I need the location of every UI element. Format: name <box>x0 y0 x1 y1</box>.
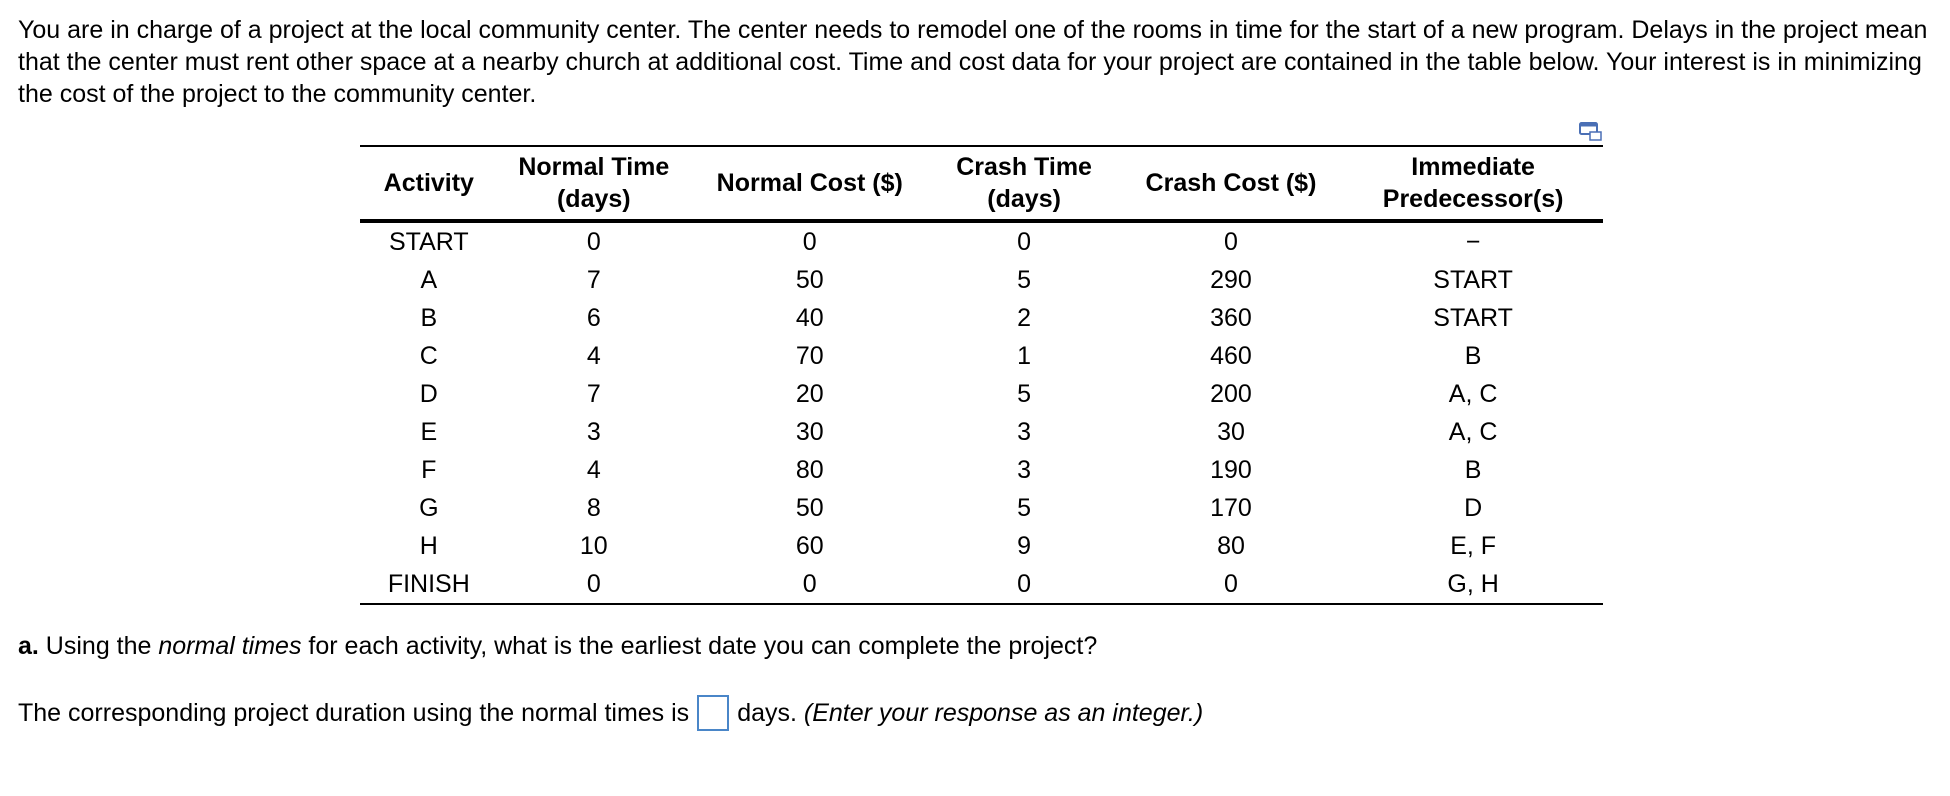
cell-activity: D <box>419 380 438 408</box>
cell-crash-cost: 170 <box>1210 494 1252 522</box>
cell-predecessors: E, F <box>1450 532 1497 560</box>
cell-crash-cost: 190 <box>1210 456 1252 484</box>
cell-normal-time: 7 <box>586 380 601 408</box>
answer-prefix: The corresponding project duration using the normal times is <box>18 699 690 727</box>
cell-predecessors: A, C <box>1448 380 1498 408</box>
cell-crash-cost: 460 <box>1210 342 1252 370</box>
cell-activity: E <box>420 418 438 446</box>
cell-predecessors: B <box>1464 456 1482 484</box>
answer-hint: (Enter your response as an integer.) <box>803 699 1204 727</box>
question-emphasis: normal times <box>158 632 302 660</box>
header-normal-cost: Normal Cost ($) <box>690 146 930 221</box>
cell-normal-time: 4 <box>586 456 601 484</box>
question-label: a. <box>18 632 39 660</box>
cell-predecessors: START <box>1433 304 1513 332</box>
question-a <box>18 630 1097 662</box>
cell-crash-time: 0 <box>1017 228 1032 256</box>
cell-crash-time: 3 <box>1017 418 1032 446</box>
cell-normal-cost: 40 <box>795 304 824 332</box>
cell-normal-time: 10 <box>579 532 608 560</box>
cell-crash-cost: 200 <box>1210 380 1252 408</box>
table-row <box>360 413 1603 451</box>
header-predecessors: Immediate Predecessor(s) <box>1343 146 1603 221</box>
cell-crash-cost: 80 <box>1217 532 1245 560</box>
answer-line <box>18 695 1203 731</box>
cell-crash-cost: 290 <box>1210 266 1252 294</box>
table-row <box>360 451 1603 489</box>
table-row <box>360 299 1603 337</box>
cell-normal-cost: 0 <box>690 565 930 604</box>
cell-activity: H <box>419 532 438 560</box>
duration-answer-input[interactable] <box>697 695 729 731</box>
cell-normal-cost: 50 <box>795 494 824 522</box>
cell-normal-cost: 30 <box>795 418 824 446</box>
copy-table-icon[interactable] <box>1578 121 1604 143</box>
cell-crash-cost: 30 <box>1217 418 1245 446</box>
table-row <box>360 527 1603 565</box>
cell-normal-cost: 50 <box>795 266 824 294</box>
cell-crash-time: 1 <box>1017 342 1032 370</box>
cell-crash-time: 0 <box>930 565 1119 604</box>
cell-normal-cost: 20 <box>795 380 824 408</box>
question-text-after: for each activity, what is the earliest date you can complete the project? <box>301 632 1098 660</box>
table-header-row <box>360 146 1603 221</box>
cell-activity: A <box>420 266 438 294</box>
table-row <box>360 221 1603 261</box>
table-row <box>360 565 1603 604</box>
cell-crash-time: 9 <box>1017 532 1032 560</box>
cell-crash-cost: 0 <box>1224 228 1238 256</box>
cell-normal-cost: 0 <box>802 228 817 256</box>
table-body <box>360 221 1603 604</box>
cell-crash-time: 2 <box>1017 304 1032 332</box>
header-crash-time: Crash Time (days) <box>930 146 1119 221</box>
cell-normal-time: 6 <box>586 304 601 332</box>
cell-normal-time: 0 <box>586 228 601 256</box>
cell-normal-cost: 70 <box>795 342 824 370</box>
table-row <box>360 375 1603 413</box>
cell-normal-cost: 60 <box>795 532 824 560</box>
table-row <box>360 261 1603 299</box>
cell-normal-time: 0 <box>498 565 690 604</box>
header-crash-cost: Crash Cost ($) <box>1119 146 1344 221</box>
cell-normal-time: 4 <box>586 342 601 370</box>
cell-activity: C <box>419 342 438 370</box>
cell-activity: F <box>421 456 437 484</box>
header-normal-time: Normal Time (days) <box>498 146 690 221</box>
cell-predecessors: − <box>1465 228 1481 256</box>
table-row <box>360 489 1603 527</box>
answer-suffix: days. <box>737 699 797 727</box>
cell-predecessors: A, C <box>1448 418 1498 446</box>
problem-statement: You are in charge of a project at the local community center. The center needs to remodel one of the rooms in time for the start of a new program. Delays in the project mean that the center must rent other space at a nearby church at additional cost. Time and cost data for your project are contained in the table below. Your interest is in minimizing the cost of the project to the community center. <box>18 16 1928 108</box>
header-activity: Activity <box>360 146 498 221</box>
cell-predecessors: START <box>1433 266 1513 294</box>
cell-crash-time: 3 <box>1017 456 1032 484</box>
cell-predecessors: B <box>1464 342 1482 370</box>
cell-crash-time: 5 <box>1017 266 1032 294</box>
cell-crash-time: 5 <box>1017 494 1032 522</box>
cell-activity: START <box>388 228 469 256</box>
cell-normal-cost: 80 <box>795 456 824 484</box>
cell-normal-time: 8 <box>586 494 601 522</box>
cell-activity: B <box>420 304 438 332</box>
cell-activity: FINISH <box>360 565 498 604</box>
activity-table <box>360 145 1603 605</box>
cell-crash-cost: 360 <box>1210 304 1252 332</box>
cell-crash-time: 5 <box>1017 380 1032 408</box>
cell-predecessors: D <box>1464 494 1483 522</box>
table-row <box>360 337 1603 375</box>
cell-normal-time: 3 <box>586 418 601 446</box>
cell-normal-time: 7 <box>586 266 601 294</box>
cell-predecessors: G, H <box>1343 565 1603 604</box>
cell-crash-cost: 0 <box>1119 565 1344 604</box>
cell-activity: G <box>419 494 439 522</box>
question-text-before: Using the <box>38 632 159 660</box>
